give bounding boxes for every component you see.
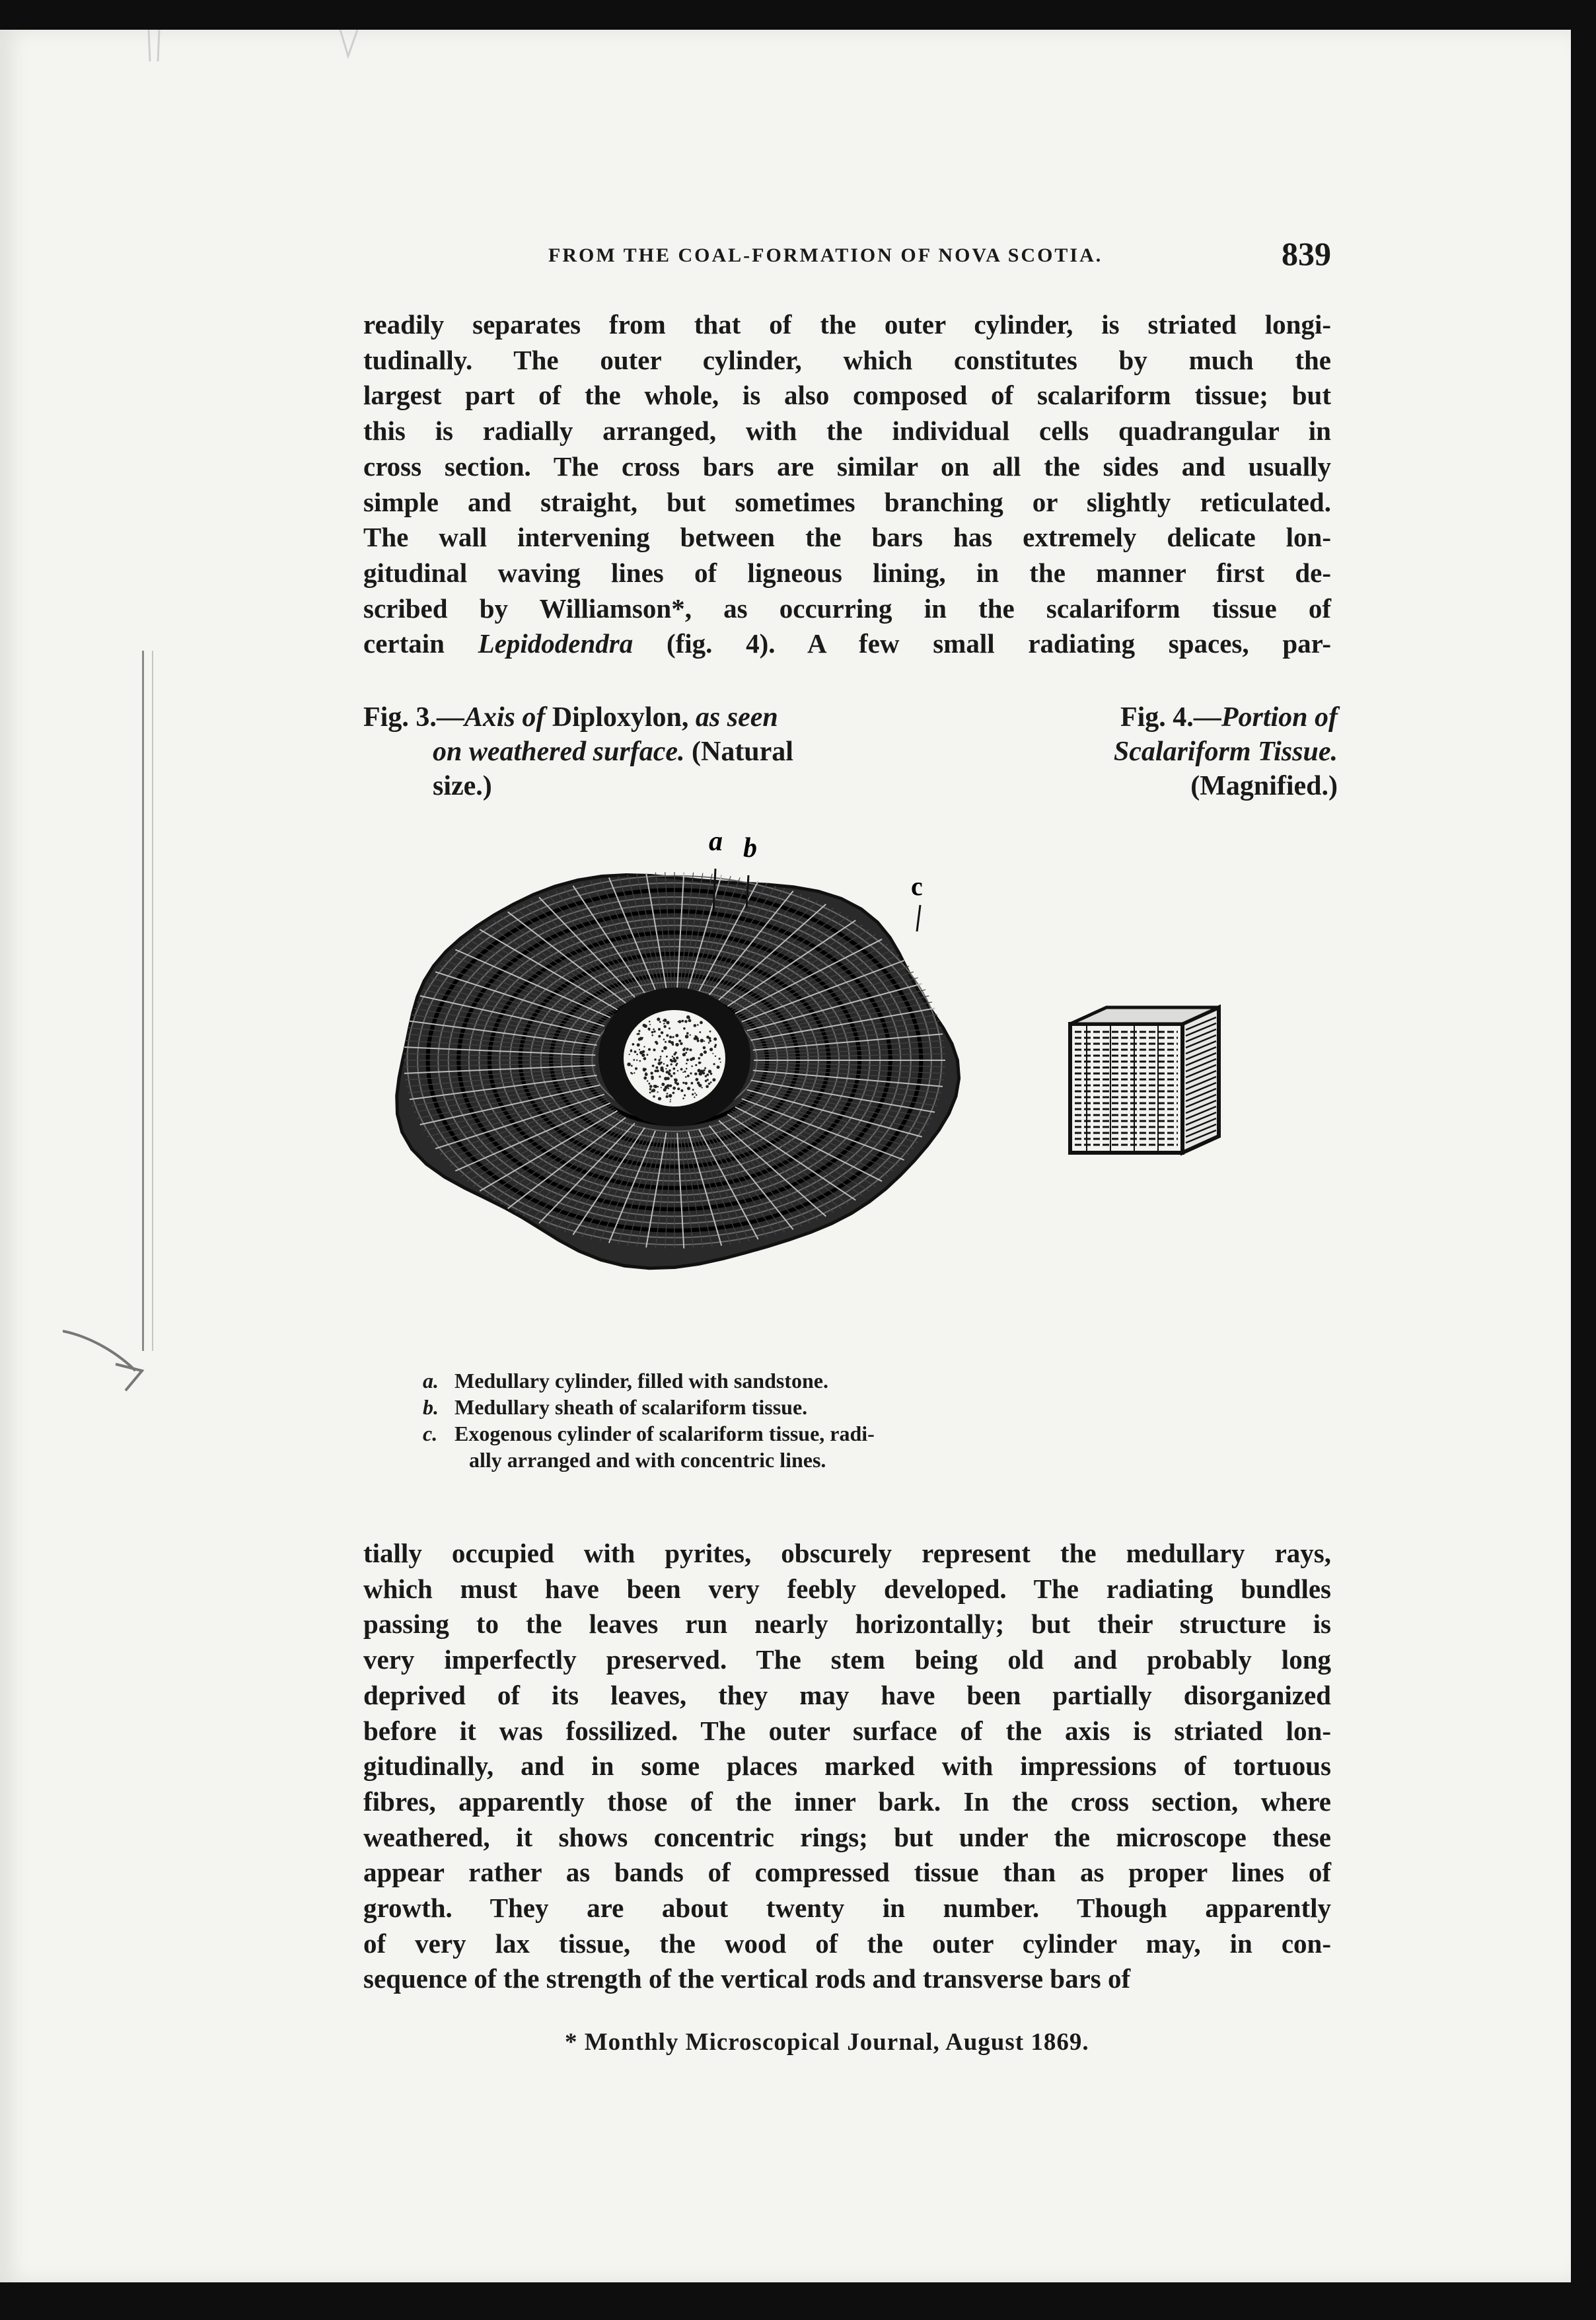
- caption-label: Fig. 3.—: [363, 702, 464, 733]
- caption-italic: on weathered surface.: [433, 737, 685, 767]
- sand-grain: [700, 1021, 703, 1025]
- caption-italic: Portion of: [1221, 702, 1338, 733]
- sand-grain: [660, 1062, 662, 1064]
- text-line: growth. They are about twenty in number. Though apparently: [363, 1893, 1331, 1924]
- sand-grain: [661, 1050, 663, 1052]
- sand-grain: [666, 1056, 668, 1058]
- sand-grain: [691, 1082, 694, 1085]
- sand-grain: [644, 1068, 646, 1070]
- sand-grain: [682, 1071, 684, 1073]
- figure-3-diploxylon-cross-section: [386, 822, 994, 1311]
- text-line: which must have been very feebly developed. The radiating bundles: [363, 1573, 1331, 1604]
- sand-grain: [665, 1089, 667, 1091]
- sand-grain: [694, 1097, 695, 1098]
- sand-grain: [710, 1081, 712, 1083]
- sand-grain: [687, 1087, 690, 1090]
- sand-grain: [653, 1048, 655, 1051]
- sand-grain: [686, 1059, 689, 1062]
- sand-grain: [665, 1068, 667, 1069]
- sand-grain: [660, 1056, 662, 1058]
- sand-grain: [633, 1059, 635, 1061]
- sand-grain: [705, 1075, 707, 1077]
- sand-grain: [636, 1060, 637, 1061]
- text-line: cross section. The cross bars are similar on all the sides and usually: [363, 451, 1331, 482]
- sand-grain: [661, 1087, 662, 1088]
- sand-grain: [677, 1087, 680, 1090]
- sand-grain: [690, 1072, 692, 1074]
- sand-grain: [714, 1046, 716, 1048]
- sand-grain: [638, 1038, 641, 1041]
- sand-grain: [649, 1088, 651, 1090]
- paragraph-top: [363, 307, 1331, 662]
- sand-grain: [651, 1034, 653, 1036]
- sand-grain: [668, 1073, 671, 1075]
- italic-genus-name: Lepidodendra: [478, 628, 634, 659]
- sand-grain: [688, 1019, 692, 1023]
- sand-grain: [713, 1038, 717, 1041]
- sand-grain: [648, 1083, 650, 1085]
- sand-grain: [649, 1021, 651, 1023]
- sand-grain: [655, 1066, 658, 1069]
- sand-grain: [702, 1071, 705, 1074]
- caption-text: Diploxylon,: [545, 702, 696, 733]
- caption-line: [1047, 700, 1338, 735]
- sand-grain: [708, 1042, 710, 1044]
- sand-grain: [659, 1021, 661, 1023]
- sand-grain: [657, 1091, 659, 1093]
- sand-grain: [657, 1086, 659, 1088]
- sand-grain: [660, 1058, 661, 1060]
- sand-grain: [657, 1071, 658, 1072]
- sand-grain: [690, 1034, 691, 1036]
- sand-grain: [684, 1095, 686, 1097]
- sand-grain: [671, 1064, 672, 1066]
- sand-grain: [651, 1075, 654, 1079]
- sand-grain: [700, 1062, 702, 1064]
- caption-line: [363, 735, 945, 769]
- sand-grain: [684, 1082, 687, 1085]
- sand-grain: [689, 1048, 692, 1051]
- sand-grain: [717, 1066, 720, 1069]
- sand-grain: [666, 1064, 669, 1067]
- binding-thread-mark: [63, 1324, 155, 1397]
- sand-grain: [641, 1054, 645, 1057]
- sand-grain: [709, 1031, 711, 1033]
- sand-grain: [665, 1085, 668, 1089]
- sand-grain: [632, 1043, 635, 1046]
- sand-grain: [680, 1042, 682, 1045]
- sand-grain: [675, 1052, 676, 1054]
- binding-edge-mark: [142, 30, 360, 63]
- sand-grain: [669, 1036, 672, 1038]
- sand-grain: [670, 1059, 672, 1062]
- text-line: scribed by Williamson*, as occurring in the scalariform tissue of: [363, 593, 1331, 624]
- sand-grain: [649, 1029, 651, 1031]
- sand-grain: [639, 1049, 640, 1050]
- sand-grain: [701, 1087, 702, 1088]
- sand-grain: [634, 1072, 635, 1073]
- sand-grain: [643, 1057, 647, 1060]
- sand-grain: [694, 1093, 696, 1094]
- footnote: * Monthly Microscopical Journal, August 1869.: [565, 2029, 1089, 2056]
- sand-grain: [650, 1071, 653, 1074]
- sand-grain: [664, 1077, 667, 1080]
- sand-grain: [677, 1070, 678, 1071]
- sand-grain: [658, 1097, 661, 1101]
- sand-grain: [663, 1038, 665, 1040]
- sand-grain: [708, 1083, 710, 1085]
- caption-label: Fig. 4.—: [1120, 702, 1221, 733]
- sand-grain: [670, 1099, 671, 1101]
- sand-grain: [673, 1072, 676, 1075]
- sand-grain: [682, 1098, 684, 1100]
- sand-grain: [704, 1068, 706, 1069]
- sand-grain: [659, 1075, 661, 1077]
- sand-grain: [695, 1064, 697, 1066]
- legend-text: Medullary sheath of scalariform tissue.: [454, 1395, 808, 1419]
- sand-grain: [699, 1031, 701, 1033]
- sand-grain: [680, 1089, 683, 1092]
- sand-grain: [661, 1083, 665, 1086]
- sand-grain: [720, 1062, 721, 1063]
- sand-grain: [698, 1084, 702, 1087]
- text-line: readily separates from that of the outer cylinder, is striated longi-: [363, 309, 1331, 340]
- sand-grain: [643, 1025, 647, 1028]
- sand-grain: [651, 1031, 654, 1034]
- sand-grain: [647, 1054, 649, 1056]
- sand-grain: [704, 1050, 707, 1054]
- label-c: c: [911, 871, 923, 901]
- sand-grain: [653, 1029, 655, 1031]
- sand-grain: [704, 1040, 705, 1042]
- sand-grain: [653, 1095, 655, 1098]
- sand-grain: [682, 1053, 686, 1056]
- sand-grain: [651, 1090, 653, 1092]
- sand-grain: [666, 1095, 669, 1098]
- sand-grain: [637, 1033, 639, 1035]
- label-a: a: [709, 826, 723, 857]
- sand-grain: [675, 1034, 678, 1037]
- sand-grain: [668, 1088, 669, 1089]
- text-line: gitudinally, and in some places marked with impressions of tortuous: [363, 1751, 1331, 1782]
- sand-grain: [666, 1021, 669, 1024]
- sand-grain: [684, 1020, 687, 1023]
- caption-italic: Scalariform Tissue.: [1113, 737, 1338, 767]
- sand-grain: [696, 1094, 698, 1096]
- legend-key: c.: [423, 1422, 438, 1445]
- sand-grain: [669, 1085, 672, 1087]
- sand-grain: [665, 1041, 667, 1043]
- sand-grain: [676, 1056, 678, 1059]
- paragraph-bottom: [363, 1536, 1331, 1997]
- sand-grain: [669, 1094, 672, 1097]
- sand-grain: [674, 1079, 676, 1081]
- text-line: tudinally. The outer cylinder, which constitutes by much the: [363, 344, 1331, 375]
- sand-grain: [681, 1020, 684, 1023]
- sand-grain: [672, 1068, 675, 1070]
- text-line: simple and straight, but sometimes branching or slightly reticulated.: [363, 486, 1331, 517]
- sand-grain: [713, 1063, 715, 1065]
- page-number: 839: [1282, 235, 1331, 272]
- sand-grain: [686, 1015, 690, 1019]
- text-line: appear rather as bands of compressed tissue than as proper lines of: [363, 1857, 1331, 1888]
- sand-grain: [657, 1017, 660, 1021]
- sand-grain: [671, 1075, 673, 1077]
- legend-text: Medullary cylinder, filled with sandstone.: [454, 1369, 828, 1393]
- sand-grain: [639, 1060, 641, 1062]
- text-line: very imperfectly preserved. The stem being old and probably long: [363, 1644, 1331, 1675]
- sand-grain: [675, 1064, 677, 1066]
- sand-grain: [672, 1092, 675, 1095]
- book-page: [0, 30, 1571, 2282]
- sand-grain: [686, 1032, 689, 1034]
- sand-grain: [635, 1068, 637, 1070]
- caption-italic: as seen: [695, 702, 778, 733]
- text-line: tially occupied with pyrites, obscurely represent the medullary rays,: [363, 1538, 1331, 1568]
- sand-grain: [685, 1034, 689, 1038]
- sand-grain: [663, 1019, 667, 1022]
- text-line: [363, 626, 1331, 662]
- sand-grain: [685, 1052, 687, 1054]
- sand-grain: [663, 1046, 667, 1050]
- sand-grain: [706, 1073, 709, 1076]
- sand-grain: [655, 1069, 657, 1072]
- sand-grain: [642, 1037, 643, 1038]
- caption-line: [1047, 735, 1338, 769]
- running-title: FROM THE COAL-FORMATION OF NOVA SCOTIA.: [548, 244, 1103, 266]
- text-line: largest part of the whole, is also composed of scalariform tissue; but: [363, 380, 1331, 411]
- sand-grain: [663, 1063, 665, 1064]
- sand-grain: [654, 1085, 657, 1088]
- sand-grain: [648, 1048, 651, 1051]
- sand-grain: [649, 1092, 651, 1094]
- sand-grain: [686, 1048, 688, 1050]
- text-line: before it was fossilized. The outer surface of the axis is striated lon-: [363, 1715, 1331, 1746]
- sand-grain: [673, 1059, 676, 1062]
- sand-grain: [685, 1076, 687, 1078]
- figure-4-scalariform-tissue: [1067, 1004, 1249, 1156]
- sand-grain: [715, 1056, 716, 1057]
- sand-grain: [661, 1031, 663, 1034]
- caption-line: [363, 700, 945, 735]
- sand-grain: [630, 1049, 632, 1051]
- sand-grain: [684, 1048, 686, 1050]
- sand-grain: [692, 1093, 694, 1095]
- sand-grain: [642, 1050, 645, 1053]
- sand-grain: [647, 1080, 648, 1081]
- sand-grain: [649, 1024, 651, 1025]
- sand-grain: [638, 1030, 640, 1032]
- caption-line: (Magnified.): [1190, 771, 1338, 801]
- sand-grain: [658, 1059, 660, 1061]
- text-line: this is radially arranged, with the individual cells quadrangular in: [363, 416, 1331, 447]
- sand-grain: [694, 1073, 697, 1075]
- sand-grain: [649, 1085, 653, 1088]
- sand-grain: [703, 1070, 704, 1071]
- sand-grain: [657, 1042, 659, 1044]
- sand-grain: [684, 1071, 686, 1073]
- sand-grain: [708, 1069, 711, 1073]
- label-b: b: [743, 833, 757, 863]
- sand-grain: [690, 1058, 693, 1062]
- sand-grain: [672, 1044, 674, 1046]
- sand-grain: [678, 1020, 682, 1023]
- sand-grain: [683, 1027, 686, 1030]
- text-fragment: certain: [363, 628, 478, 659]
- sand-grain: [687, 1075, 690, 1077]
- legend-key: a.: [423, 1369, 439, 1393]
- sand-grain: [675, 1043, 678, 1046]
- sand-grain: [670, 1101, 671, 1103]
- sand-grain: [712, 1078, 715, 1081]
- sand-grain: [703, 1046, 706, 1050]
- sand-grain: [707, 1079, 709, 1081]
- sand-grain: [658, 1028, 661, 1031]
- text-line: fibres, apparently those of the inner bark. In the cross section, where: [363, 1786, 1331, 1817]
- sand-grain: [700, 1053, 703, 1056]
- sand-grain: [694, 1024, 697, 1027]
- sand-grain: [629, 1054, 630, 1055]
- binding-crease: [142, 651, 153, 1351]
- sand-grain: [697, 1040, 700, 1042]
- sand-grain: [652, 1065, 655, 1068]
- sand-grain: [691, 1066, 693, 1068]
- sand-grain: [663, 1023, 665, 1025]
- sand-grain: [666, 1034, 669, 1037]
- text-line: sequence of the strength of the vertical rods and transverse bars of: [363, 1963, 1131, 1994]
- figure-3-caption: [363, 700, 945, 803]
- caption-line: size.): [433, 771, 492, 801]
- legend-text: Exogenous cylinder of scalariform tissue, radi-: [454, 1422, 875, 1445]
- text-line: of very lax tissue, the wood of the outer cylinder may, in con-: [363, 1928, 1331, 1959]
- sand-grain: [712, 1053, 713, 1054]
- text-line: weathered, it shows concentric rings; but under the microscope these: [363, 1821, 1331, 1852]
- legend-item-b: [423, 1394, 1017, 1420]
- sand-grain: [627, 1062, 631, 1066]
- legend-item-c-continued: ally arranged and with concentric lines.: [469, 1448, 826, 1472]
- sand-grain: [686, 1063, 688, 1065]
- caption-text: (Natural: [684, 737, 793, 767]
- sand-grain: [686, 1068, 688, 1069]
- sand-grain: [632, 1073, 634, 1075]
- label-c-leader: [917, 905, 920, 931]
- sand-grain: [694, 1037, 697, 1040]
- sand-grain: [680, 1068, 683, 1071]
- sand-grain: [706, 1036, 709, 1039]
- sand-grain: [643, 1046, 645, 1047]
- sand-grain: [645, 1073, 648, 1076]
- legend-key: b.: [423, 1395, 439, 1419]
- sand-grain: [694, 1035, 696, 1036]
- sand-grain: [636, 1054, 638, 1056]
- sand-grain: [697, 1024, 699, 1026]
- text-line: The wall intervening between the bars has extremely delicate lon-: [363, 522, 1331, 553]
- sand-grain: [663, 1025, 666, 1028]
- legend-item-a: [423, 1367, 1017, 1394]
- sand-grain: [698, 1057, 701, 1060]
- sand-grain: [669, 1027, 671, 1029]
- sand-grain: [631, 1065, 633, 1067]
- text-line: deprived of its leaves, they may have been partially disorganized: [363, 1679, 1331, 1710]
- sand-grain: [709, 1040, 711, 1042]
- figure-4-caption: [1047, 700, 1338, 803]
- sand-grain: [662, 1070, 664, 1072]
- text-line: passing to the leaves run nearly horizontally; but their structure is: [363, 1609, 1331, 1640]
- sand-grain: [667, 1093, 669, 1095]
- sand-grain: [672, 1036, 674, 1038]
- sand-grain: [696, 1078, 699, 1081]
- sand-grain: [682, 1082, 684, 1084]
- sand-grain: [653, 1031, 655, 1033]
- sand-grain: [719, 1058, 721, 1060]
- sand-grain: [709, 1048, 713, 1051]
- legend-item-c: [423, 1420, 1017, 1447]
- sand-grain: [637, 1043, 640, 1046]
- sand-grain: [672, 1087, 676, 1090]
- caption-italic: Axis of: [464, 702, 546, 733]
- figure-3-legend: [423, 1367, 1017, 1473]
- sand-grain: [672, 1056, 673, 1057]
- sand-grain: [706, 1085, 709, 1089]
- sand-grain: [692, 1089, 694, 1091]
- sand-grain: [654, 1058, 656, 1060]
- sand-grain: [643, 1077, 647, 1080]
- sand-grain: [678, 1040, 681, 1042]
- sand-grain: [700, 1039, 704, 1042]
- text-line: gitudinal waving lines of ligneous lining, in the manner first de-: [363, 557, 1331, 588]
- text-fragment: (fig. 4). A few small radiating spaces, par-: [633, 628, 1331, 659]
- sand-grain: [634, 1050, 637, 1053]
- sand-grain: [658, 1035, 661, 1038]
